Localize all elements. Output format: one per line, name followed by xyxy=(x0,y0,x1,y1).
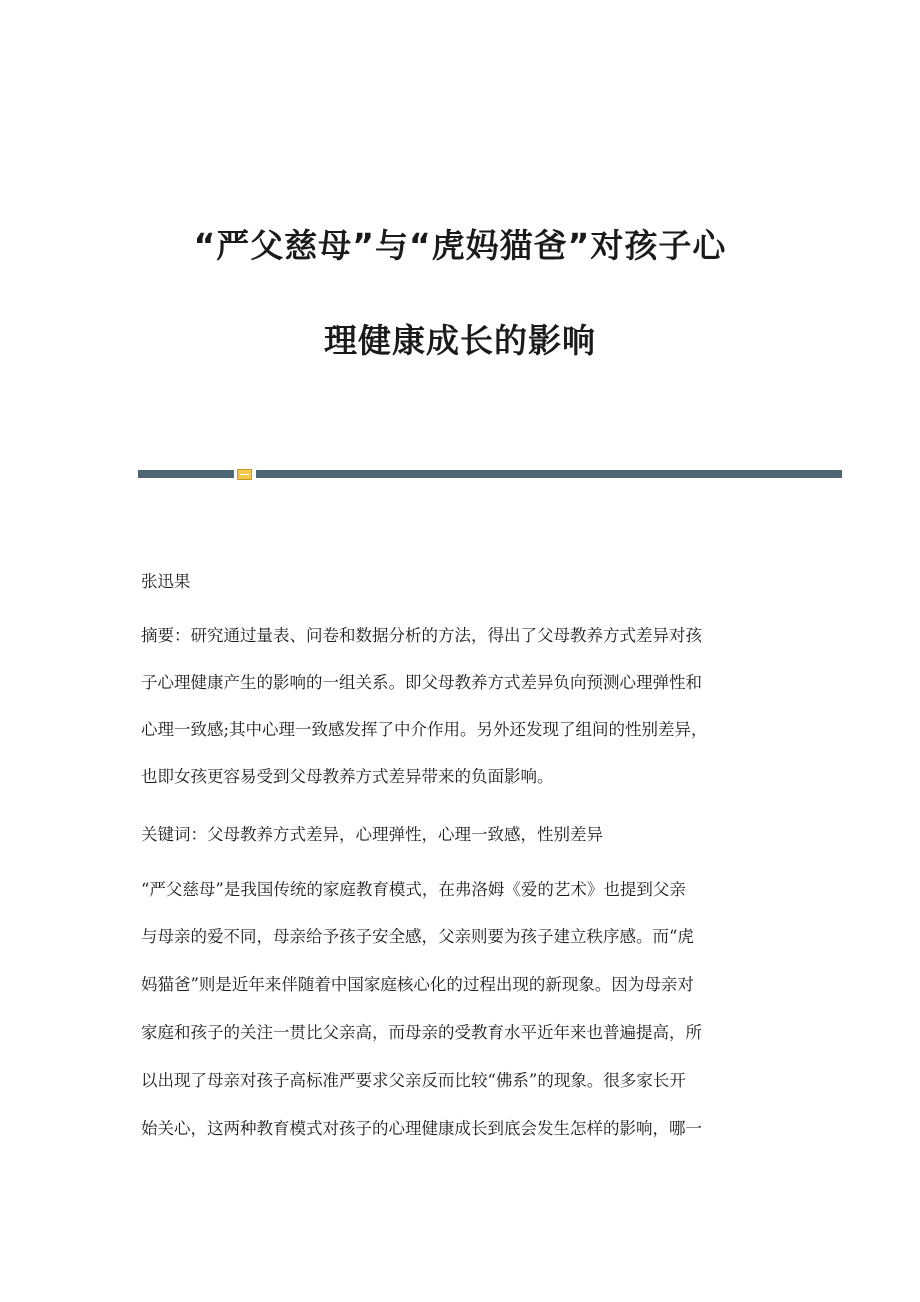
divider-right xyxy=(256,470,842,478)
title-line-2: 理健康成长的影响 xyxy=(324,321,596,360)
body-line: 妈猫爸”则是近年来伴随着中国家庭核心化的过程出现的新现象。因为母亲对 xyxy=(141,975,694,994)
body-line: “严父慈母”是我国传统的家庭教育模式，在弗洛姆《爱的艺术》也提到父亲 xyxy=(141,880,686,899)
body-line: 与母亲的爱不同，母亲给予孩子安全感，父亲则要为孩子建立秩序感。而“虎 xyxy=(141,927,694,946)
author: 张迅果 xyxy=(141,572,191,591)
divider-left xyxy=(138,470,234,478)
abstract-line: 摘要：研究通过量表、问卷和数据分析的方法，得出了父母教养方式差异对孩 xyxy=(141,626,702,645)
abstract-line: 心理一致感;其中心理一致感发挥了中介作用。另外还发现了组间的性别差异， xyxy=(141,720,708,739)
body-line: 始关心，这两种教育模式对孩子的心理健康成长到底会发生怎样的影响，哪一 xyxy=(141,1119,702,1138)
abstract-line: 子心理健康产生的影响的一组关系。即父母教养方式差异负向预测心理弹性和 xyxy=(141,673,702,692)
divider-ornament-icon xyxy=(237,469,252,480)
keywords: 关键词：父母教养方式差异，心理弹性，心理一致感，性别差异 xyxy=(141,825,603,844)
abstract-line: 也即女孩更容易受到父母教养方式差异带来的负面影响。 xyxy=(141,767,554,786)
body-line: 家庭和孩子的关注一贯比父亲高，而母亲的受教育水平近年来也普遍提高，所 xyxy=(141,1023,702,1042)
title-line-1: “严父慈母”与“虎妈猫爸”对孩子心 xyxy=(193,226,727,265)
body-line: 以出现了母亲对孩子高标准严要求父亲反而比较“佛系”的现象。很多家长开 xyxy=(141,1071,686,1090)
